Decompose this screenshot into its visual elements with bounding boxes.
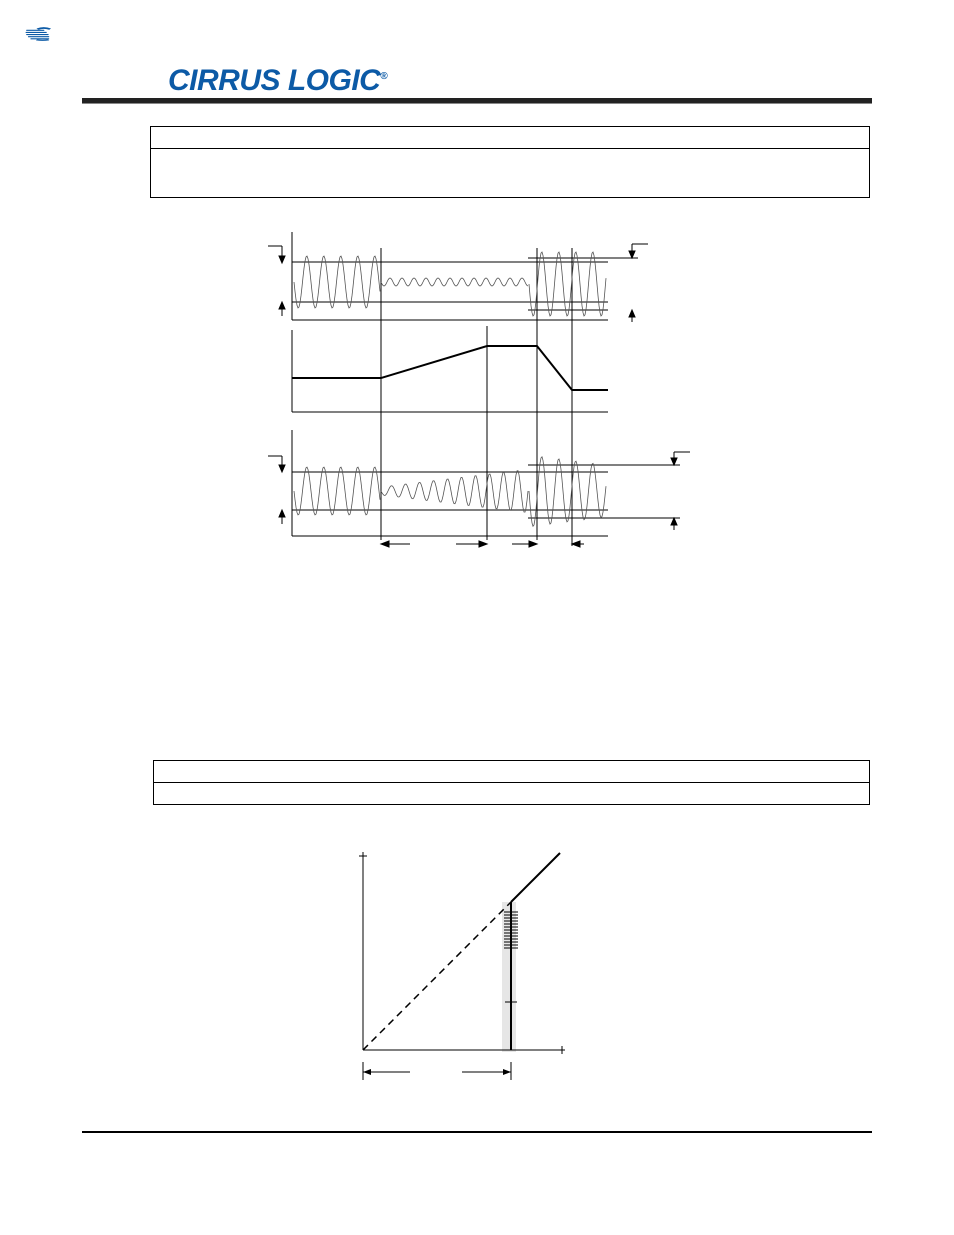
registered-mark: ® [380,71,388,82]
solid-line [511,853,560,902]
logo-wordmark: CIRRUS LOGIC® [168,64,388,97]
dashed-line [363,902,511,1050]
footer-rule [82,1131,872,1133]
